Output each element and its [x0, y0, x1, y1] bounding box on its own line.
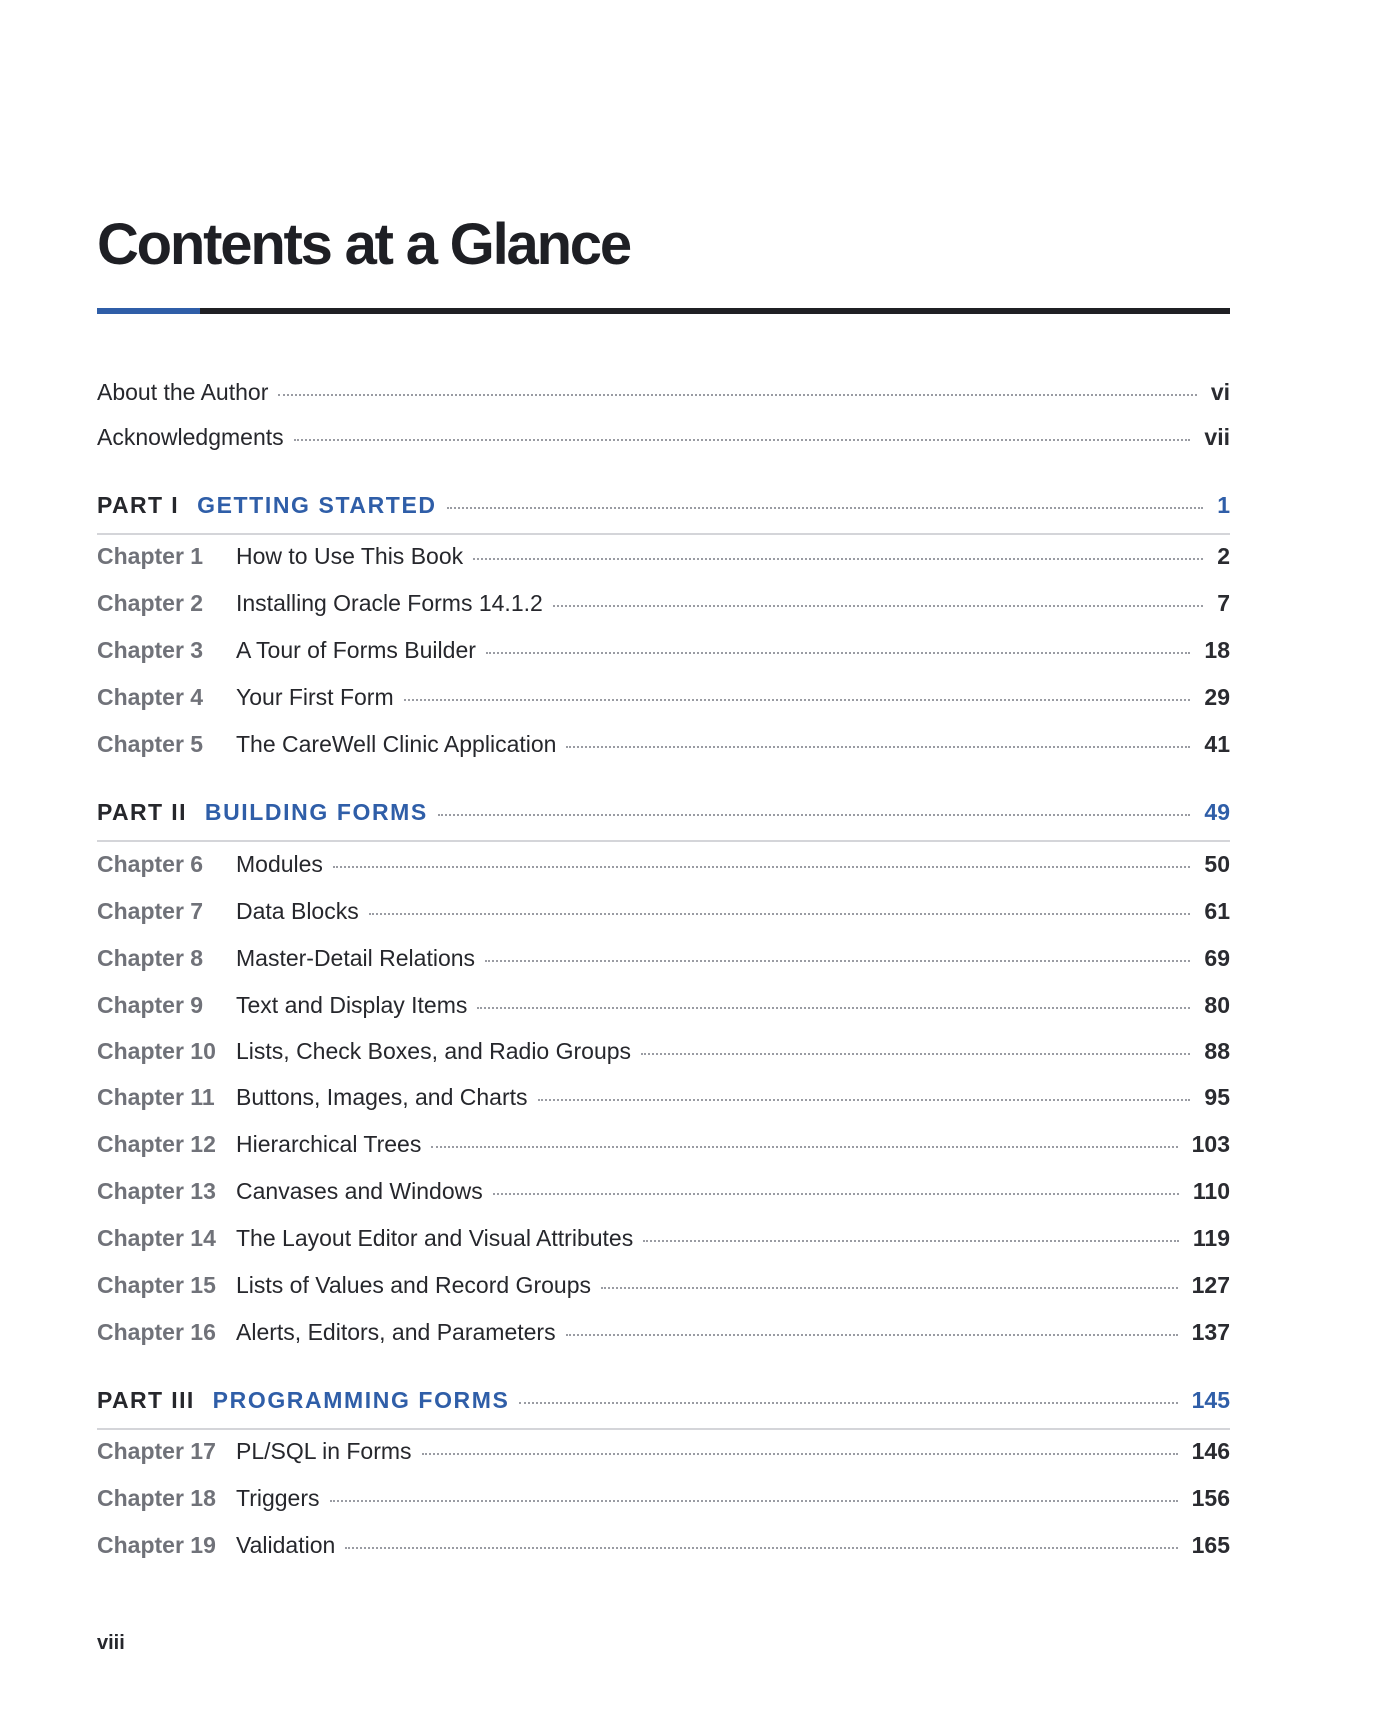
dot-leader: [333, 866, 1190, 868]
chapter-page-number: 119: [1192, 1224, 1230, 1251]
dot-leader: [473, 558, 1203, 560]
chapter-page-number: 69: [1204, 944, 1230, 971]
dot-leader: [601, 1287, 1178, 1289]
toc-chapter-11[interactable]: [97, 1080, 1230, 1114]
dot-leader: [477, 1007, 1190, 1009]
dot-leader: [330, 1500, 1178, 1502]
title-rule: [97, 308, 1230, 314]
chapter-label: Chapter 13: [97, 1177, 216, 1204]
toc-chapter-4[interactable]: [97, 680, 1230, 714]
chapter-label: Chapter 15: [97, 1271, 216, 1298]
chapter-title: Buttons, Images, and Charts: [236, 1083, 528, 1110]
toc-chapter-5[interactable]: [97, 727, 1230, 761]
dot-leader: [369, 913, 1191, 915]
part-page-number: 145: [1191, 1386, 1230, 1413]
chapter-page-number: 2: [1217, 542, 1230, 569]
toc-part-2[interactable]: [97, 795, 1230, 829]
chapter-title: Validation: [236, 1531, 336, 1558]
chapter-label: Chapter 16: [97, 1318, 216, 1345]
chapter-title: Master-Detail Relations: [236, 944, 476, 971]
toc-chapter-2[interactable]: [97, 586, 1230, 620]
part-page-number: 1: [1217, 491, 1230, 518]
dot-leader: [641, 1053, 1190, 1055]
chapter-title: Data Blocks: [236, 897, 359, 924]
chapter-label: Chapter 19: [97, 1531, 216, 1558]
part-divider: [97, 1428, 1230, 1430]
toc-chapter-1[interactable]: [97, 539, 1230, 573]
dot-leader: [538, 1099, 1191, 1101]
chapter-title: Alerts, Editors, and Parameters: [236, 1318, 556, 1345]
dot-leader: [566, 1334, 1178, 1336]
entry-title: About the Author: [97, 378, 269, 405]
entry-title: Acknowledgments: [97, 423, 284, 450]
chapter-page-number: 41: [1204, 730, 1230, 757]
chapter-title: Canvases and Windows: [236, 1177, 483, 1204]
chapter-label: Chapter 14: [97, 1224, 216, 1251]
chapter-page-number: 110: [1192, 1177, 1230, 1204]
toc-chapter-15[interactable]: [97, 1268, 1230, 1302]
chapter-title: The Layout Editor and Visual Attributes: [236, 1224, 634, 1251]
part-title: GETTING STARTED: [197, 491, 437, 518]
chapter-page-number: 156: [1191, 1484, 1230, 1511]
part-title: PROGRAMMING FORMS: [212, 1386, 510, 1413]
toc-chapter-8[interactable]: [97, 941, 1230, 975]
chapter-label: Chapter 8: [97, 944, 204, 971]
toc-entry-acknowledgments[interactable]: [97, 420, 1230, 454]
dot-leader: [493, 1193, 1179, 1195]
chapter-label: Chapter 3: [97, 636, 204, 663]
chapter-label: Chapter 18: [97, 1484, 216, 1511]
chapter-page-number: 137: [1191, 1318, 1230, 1345]
chapter-label: Chapter 11: [97, 1083, 215, 1110]
chapter-title: The CareWell Clinic Application: [236, 730, 557, 757]
toc-chapter-9[interactable]: [97, 988, 1230, 1022]
dot-leader: [553, 605, 1203, 607]
chapter-label: Chapter 4: [97, 683, 204, 710]
chapter-page-number: 80: [1204, 991, 1230, 1018]
chapter-page-number: 7: [1217, 589, 1230, 616]
chapter-page-number: 61: [1204, 897, 1230, 924]
chapter-title: Text and Display Items: [236, 991, 468, 1018]
dot-leader: [345, 1547, 1177, 1549]
chapter-label: Chapter 2: [97, 589, 204, 616]
dot-leader: [278, 394, 1196, 396]
chapter-label: Chapter 7: [97, 897, 204, 924]
chapter-page-number: 18: [1204, 636, 1230, 663]
chapter-title: Installing Oracle Forms 14.1.2: [236, 589, 543, 616]
toc-chapter-10[interactable]: [97, 1034, 1230, 1068]
entry-page-number: vi: [1210, 378, 1230, 405]
chapter-title: A Tour of Forms Builder: [236, 636, 476, 663]
toc-chapter-14[interactable]: [97, 1221, 1230, 1255]
dot-leader: [294, 439, 1191, 441]
page-folio: viii: [97, 1632, 125, 1654]
part-page-number: 49: [1204, 798, 1230, 825]
dot-leader: [643, 1240, 1179, 1242]
toc-chapter-13[interactable]: [97, 1174, 1230, 1208]
toc-chapter-7[interactable]: [97, 894, 1230, 928]
toc-entry-about-author[interactable]: [97, 375, 1230, 409]
chapter-label: Chapter 10: [97, 1037, 216, 1064]
chapter-title: Lists of Values and Record Groups: [236, 1271, 591, 1298]
chapter-page-number: 29: [1204, 683, 1230, 710]
toc-chapter-6[interactable]: [97, 847, 1230, 881]
toc-chapter-19[interactable]: [97, 1528, 1230, 1562]
toc-part-3[interactable]: [97, 1383, 1230, 1417]
dot-leader: [486, 652, 1191, 654]
chapter-title: Your First Form: [236, 683, 394, 710]
dot-leader: [422, 1453, 1178, 1455]
part-title: BUILDING FORMS: [204, 798, 428, 825]
dot-leader: [519, 1402, 1177, 1404]
chapter-page-number: 50: [1204, 850, 1230, 877]
dot-leader: [447, 507, 1204, 509]
toc-chapter-12[interactable]: [97, 1127, 1230, 1161]
chapter-page-number: 103: [1191, 1130, 1230, 1157]
dot-leader: [431, 1146, 1177, 1148]
part-divider: [97, 533, 1230, 535]
chapter-page-number: 127: [1191, 1271, 1230, 1298]
entry-page-number: vii: [1204, 423, 1230, 450]
chapter-title: How to Use This Book: [236, 542, 464, 569]
chapter-label: Chapter 17: [97, 1437, 216, 1464]
toc-part-1[interactable]: [97, 488, 1230, 522]
chapter-title: Hierarchical Trees: [236, 1130, 422, 1157]
chapter-title: Triggers: [236, 1484, 320, 1511]
chapter-page-number: 88: [1204, 1037, 1230, 1064]
chapter-label: Chapter 5: [97, 730, 204, 757]
toc-chapter-18[interactable]: [97, 1481, 1230, 1515]
dot-leader: [404, 699, 1191, 701]
part-number: PART I: [97, 491, 180, 518]
chapter-title: PL/SQL in Forms: [236, 1437, 412, 1464]
part-divider: [97, 840, 1230, 842]
chapter-page-number: 146: [1191, 1437, 1230, 1464]
chapter-title: Modules: [236, 850, 323, 877]
toc-chapter-17[interactable]: [97, 1434, 1230, 1468]
page-title: Contents at a Glance: [97, 212, 630, 277]
chapter-label: Chapter 9: [97, 991, 204, 1018]
chapter-page-number: 95: [1204, 1083, 1230, 1110]
toc-chapter-16[interactable]: [97, 1315, 1230, 1349]
part-number: PART II: [97, 798, 187, 825]
title-rule-accent: [97, 308, 200, 314]
chapter-label: Chapter 12: [97, 1130, 216, 1157]
chapter-page-number: 165: [1191, 1531, 1230, 1558]
part-number: PART III: [97, 1386, 195, 1413]
dot-leader: [485, 960, 1190, 962]
chapter-label: Chapter 1: [97, 542, 204, 569]
toc-chapter-3[interactable]: [97, 633, 1230, 667]
chapter-label: Chapter 6: [97, 850, 204, 877]
dot-leader: [438, 814, 1191, 816]
chapter-title: Lists, Check Boxes, and Radio Groups: [236, 1037, 632, 1064]
dot-leader: [566, 746, 1190, 748]
